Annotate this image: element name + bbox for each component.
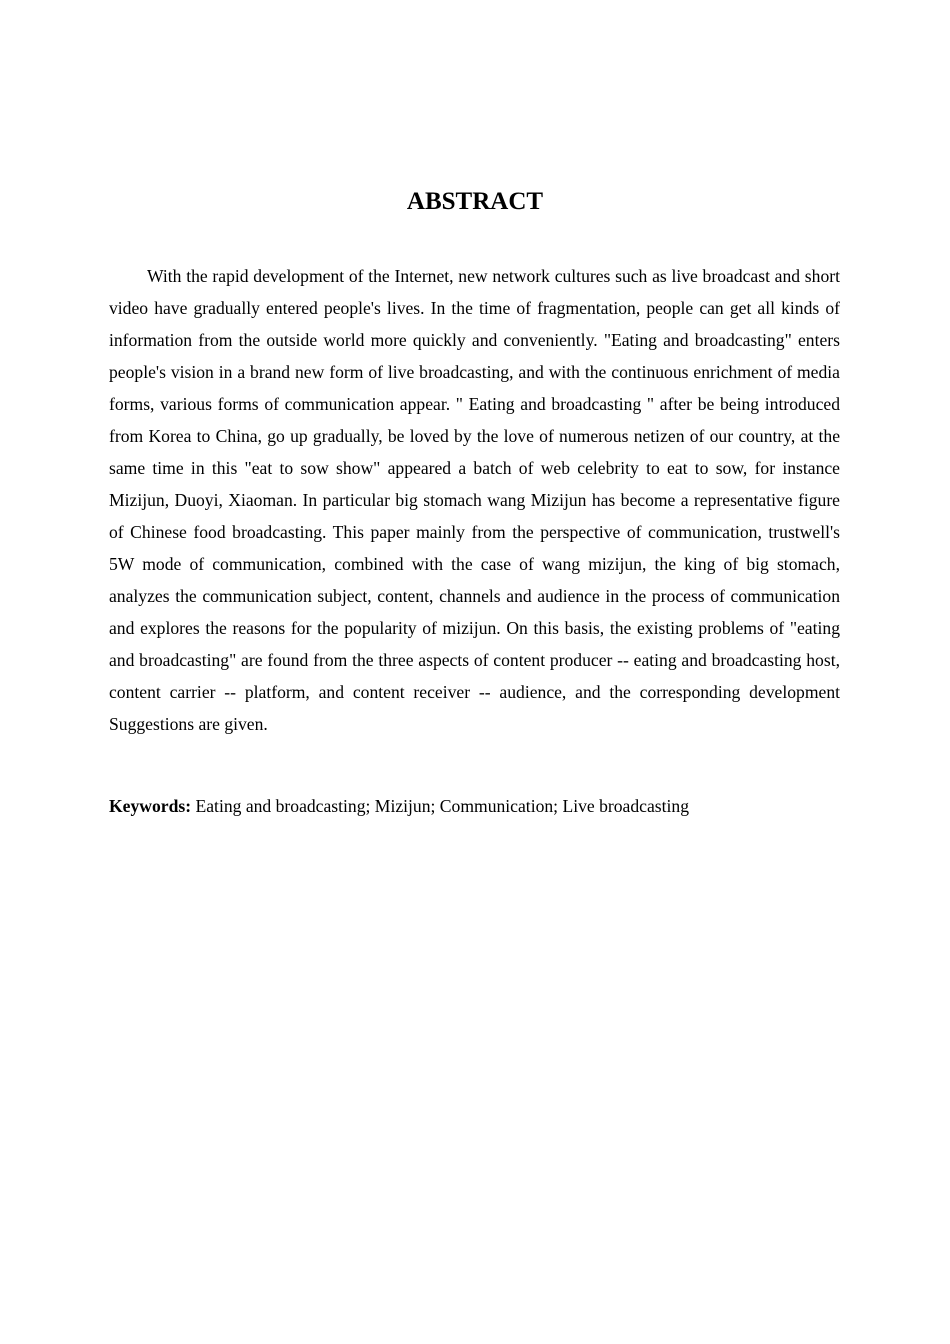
keywords-value: Eating and broadcasting; Mizijun; Communication; Live broadcasting xyxy=(195,796,689,816)
keywords-line xyxy=(109,790,840,822)
keywords-label: Keywords: xyxy=(109,796,192,816)
page-title: ABSTRACT xyxy=(406,188,544,215)
abstract-paragraph: With the rapid development of the Internet, new network cultures such as live broadcast and short video have gradually entered people's lives. In the time of fragmentation, people can get all kinds of information from the outside world more quickly and conveniently. "Eating and broadcasting" enters people's vision in a brand new form of live broadcasting, and with the continuous enrichment of media forms, various forms of communication appear. " Eating and broadcasting " after be being introduced from Korea to China, go up gradually, be loved by the love of numerous netizen of our country, at the same time in this "eat to sow show" appeared a batch of web celebrity to eat to sow, for instance Mizijun, Duoyi, Xiaoman. In particular big stomach wang Mizijun has become a representative figure of Chinese food broadcasting. This paper mainly from the perspective of communication, trustwell's 5W mode of communication, combined with the case of wang mizijun, the king of big stomach, analyzes the communication subject, content, channels and audience in the process of communication and explores the reasons for the popularity of mizijun. On this basis, the existing problems of "eating and broadcasting" are found from the three aspects of content producer -- eating and broadcasting host, content carrier -- platform, and content receiver -- audience, and the corresponding development Suggestions are given. xyxy=(109,266,840,734)
